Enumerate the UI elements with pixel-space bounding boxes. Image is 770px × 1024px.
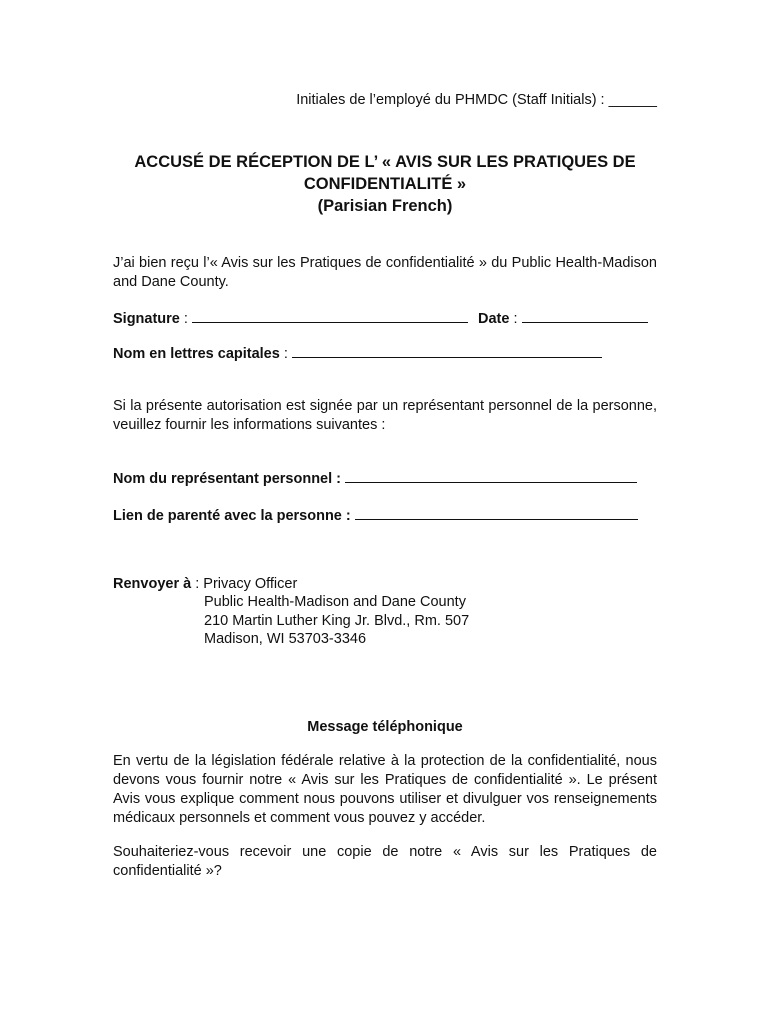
date-label: Date xyxy=(478,311,510,327)
signature-label: Signature xyxy=(113,311,180,327)
title-line-2: CONFIDENTIALITÉ » xyxy=(303,175,467,193)
relationship-label: Lien de parenté avec la personne : xyxy=(113,508,351,524)
rep-name-label: Nom du représentant personnel : xyxy=(113,471,342,487)
signature-row: Signature : Date : xyxy=(113,308,648,329)
printed-name-field[interactable] xyxy=(292,343,602,358)
return-line-3: 210 Martin Luther King Jr. Blvd., Rm. 507 xyxy=(204,612,470,629)
return-line-2: Public Health-Madison and Dane County xyxy=(204,594,466,610)
signature-field[interactable] xyxy=(192,308,468,323)
title-line-1: ACCUSÉ DE RÉCEPTION DE L’ « AVIS SUR LES PRATIQUES DE xyxy=(134,153,636,171)
date-field[interactable] xyxy=(522,308,648,323)
printed-name-label: Nom en lettres capitales xyxy=(113,346,280,362)
return-line-1: Privacy Officer xyxy=(203,576,298,592)
title-line-3: (Parisian French) xyxy=(317,197,453,215)
rep-name-row xyxy=(113,468,637,489)
relationship-field[interactable] xyxy=(355,505,638,520)
return-label: Renvoyer à xyxy=(113,576,192,592)
receipt-statement: J’ai bien reçu l’« Avis sur les Pratiques de confidentialité » du Public Health-Madison and Dane County. xyxy=(113,255,657,290)
rep-name-field[interactable] xyxy=(345,468,637,483)
representative-intro: Si la présente autorisation est signée par un représentant personnel de la personne, veuillez fournir les informations suivantes : xyxy=(113,398,657,433)
return-to-row: Renvoyer à : Privacy Officer xyxy=(113,576,298,592)
phone-message-heading: Message téléphonique xyxy=(307,719,463,735)
return-address xyxy=(204,593,469,649)
phone-message-paragraph-1: En vertu de la législation fédérale relative à la protection de la confidentialité, nous devons vous fournir notre « Avis sur les Pratiques de confidentialité ». Le présent Avis vous explique comment nous pouvons utiliser et divulguer vos renseignements médicaux personnels et comment vous pouvez y accéder. xyxy=(113,753,657,826)
document-title xyxy=(113,151,657,217)
staff-initials-line: Initiales de l’employé du PHMDC (Staff Initials) : ______ xyxy=(296,92,657,108)
return-line-4: Madison, WI 53703-3346 xyxy=(204,631,367,647)
relationship-row xyxy=(113,505,638,526)
printed-name-row: Nom en lettres capitales : xyxy=(113,343,602,364)
phone-message-paragraph-2: Souhaiteriez-vous recevoir une copie de notre « Avis sur les Pratiques de confidentialité »? xyxy=(113,844,657,879)
